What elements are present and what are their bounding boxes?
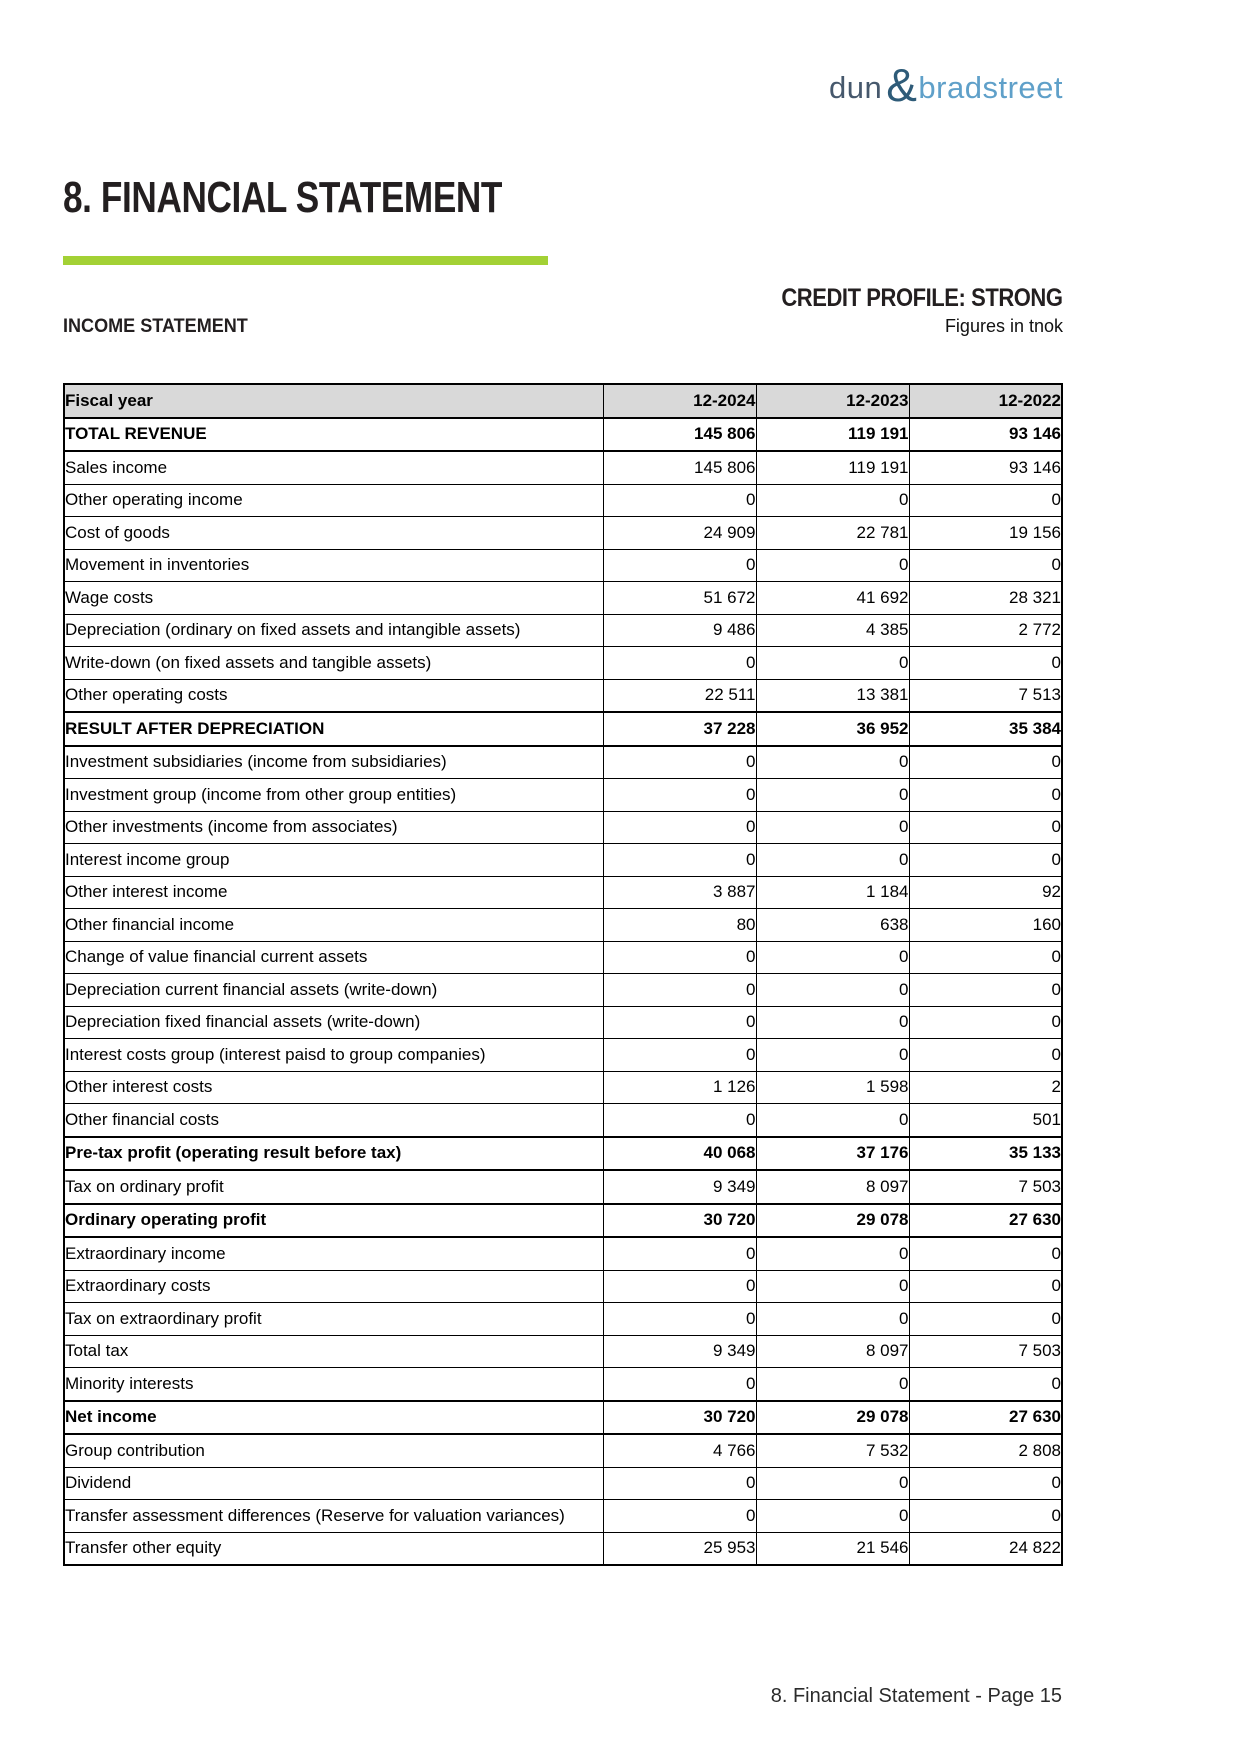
row-value: 0 [603,844,756,877]
row-value: 0 [909,811,1062,844]
row-value: 21 546 [756,1532,909,1565]
row-value: 0 [603,1467,756,1500]
logo-word-bradstreet: bradstreet [918,70,1063,105]
row-value: 8 097 [756,1170,909,1204]
page-footer: 8. Financial Statement - Page 15 [770,1685,1062,1707]
row-value: 0 [756,941,909,974]
row-value: 37 176 [756,1137,909,1171]
row-value: 0 [756,974,909,1007]
row-value: 0 [603,1500,756,1533]
row-value: 0 [603,941,756,974]
row-value: 9 486 [603,614,756,647]
row-value: 13 381 [756,679,909,712]
row-value: 160 [909,909,1062,942]
row-value: 0 [909,1467,1062,1500]
table-row [64,1237,1062,1270]
row-value: 92 [909,876,1062,909]
row-value: 0 [909,779,1062,812]
row-label: Group contribution [64,1434,603,1467]
row-value: 0 [909,647,1062,680]
row-value: 0 [909,484,1062,517]
dun-bradstreet-logo: dun & bradstreet [829,59,1063,111]
row-value: 0 [909,844,1062,877]
row-label: Other investments (income from associates) [64,811,603,844]
row-value: 8 097 [756,1335,909,1368]
row-value: 7 503 [909,1170,1062,1204]
table-header-row [64,384,1062,418]
row-value: 0 [909,1006,1062,1039]
row-value: 119 191 [756,451,909,484]
row-value: 29 078 [756,1401,909,1435]
row-value: 0 [603,811,756,844]
row-value: 35 133 [909,1137,1062,1171]
row-label: Minority interests [64,1368,603,1401]
row-value: 0 [909,746,1062,779]
row-value: 36 952 [756,712,909,746]
row-value: 0 [756,484,909,517]
units-note: Figures in tnok [944,316,1063,336]
row-value: 41 692 [756,582,909,615]
row-value: 0 [603,1270,756,1303]
row-label: Investment group (income from other group entities) [64,779,603,812]
table-row [64,844,1062,877]
row-label: Pre-tax profit (operating result before tax) [64,1137,603,1171]
row-value: 24 822 [909,1532,1062,1565]
row-value: 2 808 [909,1434,1062,1467]
table-row [64,679,1062,712]
row-value: 27 630 [909,1401,1062,1435]
table-row [64,1071,1062,1104]
row-label: Extraordinary costs [64,1270,603,1303]
row-label: Write-down (on fixed assets and tangible assets) [64,647,603,680]
table-row [64,1335,1062,1368]
row-label: Extraordinary income [64,1237,603,1270]
row-label: Tax on ordinary profit [64,1170,603,1204]
row-value: 22 511 [603,679,756,712]
row-value: 0 [603,1237,756,1270]
row-value: 51 672 [603,582,756,615]
row-label: RESULT AFTER DEPRECIATION [64,712,603,746]
row-value: 28 321 [909,582,1062,615]
row-value: 145 806 [603,418,756,452]
title-underline-rule [63,256,548,265]
table-row [64,1401,1062,1435]
row-value: 7 503 [909,1335,1062,1368]
table-row [64,1467,1062,1500]
row-value: 0 [756,549,909,582]
column-header-12-2023: 12-2023 [756,384,909,418]
row-value: 0 [909,549,1062,582]
row-value: 0 [909,1270,1062,1303]
row-value: 30 720 [603,1401,756,1435]
row-value: 40 068 [603,1137,756,1171]
row-label: Transfer assessment differences (Reserve for valuation variances) [64,1500,603,1533]
row-label: Other financial income [64,909,603,942]
table-row [64,1170,1062,1204]
row-value: 0 [756,1237,909,1270]
row-value: 1 598 [756,1071,909,1104]
row-value: 0 [603,779,756,812]
row-value: 0 [756,1270,909,1303]
row-value: 7 513 [909,679,1062,712]
row-label: Other operating income [64,484,603,517]
row-value: 0 [756,779,909,812]
row-label: Sales income [64,451,603,484]
table-row [64,1039,1062,1072]
row-value: 35 384 [909,712,1062,746]
row-value: 0 [756,844,909,877]
row-label: Cost of goods [64,517,603,550]
table-row [64,1270,1062,1303]
row-value: 0 [756,647,909,680]
row-value: 22 781 [756,517,909,550]
row-value: 0 [909,1303,1062,1336]
row-label: Ordinary operating profit [64,1204,603,1238]
row-value: 1 184 [756,876,909,909]
row-value: 0 [603,1368,756,1401]
row-value: 0 [603,1104,756,1137]
row-value: 2 772 [909,614,1062,647]
table-row [64,1006,1062,1039]
row-value: 9 349 [603,1170,756,1204]
row-value: 25 953 [603,1532,756,1565]
row-label: Depreciation current financial assets (write-down) [64,974,603,1007]
row-value: 1 126 [603,1071,756,1104]
table-row [64,779,1062,812]
row-value: 0 [603,549,756,582]
row-label: Other interest income [64,876,603,909]
table-row [64,1104,1062,1137]
row-label: Interest income group [64,844,603,877]
row-label: Investment subsidiaries (income from subsidiaries) [64,746,603,779]
table-row [64,1368,1062,1401]
row-value: 24 909 [603,517,756,550]
credit-profile-heading: CREDIT PROFILE: STRONG [781,284,1063,312]
row-value: 0 [756,1500,909,1533]
row-value: 93 146 [909,418,1062,452]
table-row [64,1137,1062,1171]
row-label: TOTAL REVENUE [64,418,603,452]
table-row [64,909,1062,942]
row-value: 19 156 [909,517,1062,550]
row-label: Other operating costs [64,679,603,712]
column-header-12-2022: 12-2022 [909,384,1062,418]
table-row [64,712,1062,746]
row-value: 29 078 [756,1204,909,1238]
table-row [64,418,1062,452]
row-label: Change of value financial current assets [64,941,603,974]
row-value: 30 720 [603,1204,756,1238]
table-row [64,549,1062,582]
row-value: 0 [756,1104,909,1137]
row-value: 0 [756,1303,909,1336]
table-row [64,1303,1062,1336]
row-value: 0 [603,484,756,517]
row-value: 0 [909,1368,1062,1401]
page-title: 8. FINANCIAL STATEMENT [63,173,503,222]
logo-word-dun: dun [829,70,883,105]
table-row [64,1500,1062,1533]
row-value: 0 [603,1039,756,1072]
row-value: 501 [909,1104,1062,1137]
row-value: 7 532 [756,1434,909,1467]
row-label: Net income [64,1401,603,1435]
row-value: 0 [909,1500,1062,1533]
row-label: Depreciation (ordinary on fixed assets and intangible assets) [64,614,603,647]
row-value: 0 [756,1006,909,1039]
row-label: Interest costs group (interest paisd to group companies) [64,1039,603,1072]
row-value: 119 191 [756,418,909,452]
row-value: 27 630 [909,1204,1062,1238]
row-value: 145 806 [603,451,756,484]
row-value: 0 [756,1368,909,1401]
row-label: Dividend [64,1467,603,1500]
row-label: Total tax [64,1335,603,1368]
row-value: 3 887 [603,876,756,909]
row-label: Transfer other equity [64,1532,603,1565]
income-statement-heading: INCOME STATEMENT [63,316,248,337]
row-value: 0 [756,811,909,844]
table-row [64,484,1062,517]
row-value: 0 [603,974,756,1007]
row-value: 0 [603,1006,756,1039]
row-value: 0 [756,1039,909,1072]
column-header-12-2024: 12-2024 [603,384,756,418]
row-value: 93 146 [909,451,1062,484]
table-row [64,746,1062,779]
row-value: 80 [603,909,756,942]
row-value: 4 385 [756,614,909,647]
table-row [64,582,1062,615]
row-value: 0 [909,941,1062,974]
row-value: 0 [756,1467,909,1500]
row-value: 0 [603,746,756,779]
table-row [64,1532,1062,1565]
row-value: 0 [909,974,1062,1007]
table-row [64,941,1062,974]
table-row [64,517,1062,550]
row-value: 0 [909,1039,1062,1072]
row-label: Wage costs [64,582,603,615]
row-value: 4 766 [603,1434,756,1467]
table-row [64,876,1062,909]
table-row [64,451,1062,484]
table-row [64,614,1062,647]
row-value: 0 [756,746,909,779]
row-value: 37 228 [603,712,756,746]
table-row [64,974,1062,1007]
row-label: Depreciation fixed financial assets (write-down) [64,1006,603,1039]
row-value: 638 [756,909,909,942]
row-value: 2 [909,1071,1062,1104]
table-row [64,811,1062,844]
column-header-fiscal-year: Fiscal year [64,384,603,418]
table-row [64,647,1062,680]
row-value: 9 349 [603,1335,756,1368]
row-label: Tax on extraordinary profit [64,1303,603,1336]
table-row [64,1434,1062,1467]
row-value: 0 [603,647,756,680]
row-label: Other financial costs [64,1104,603,1137]
row-value: 0 [603,1303,756,1336]
row-value: 0 [909,1237,1062,1270]
row-label: Other interest costs [64,1071,603,1104]
income-statement-table [63,383,1063,1566]
table-row [64,1204,1062,1238]
row-label: Movement in inventories [64,549,603,582]
